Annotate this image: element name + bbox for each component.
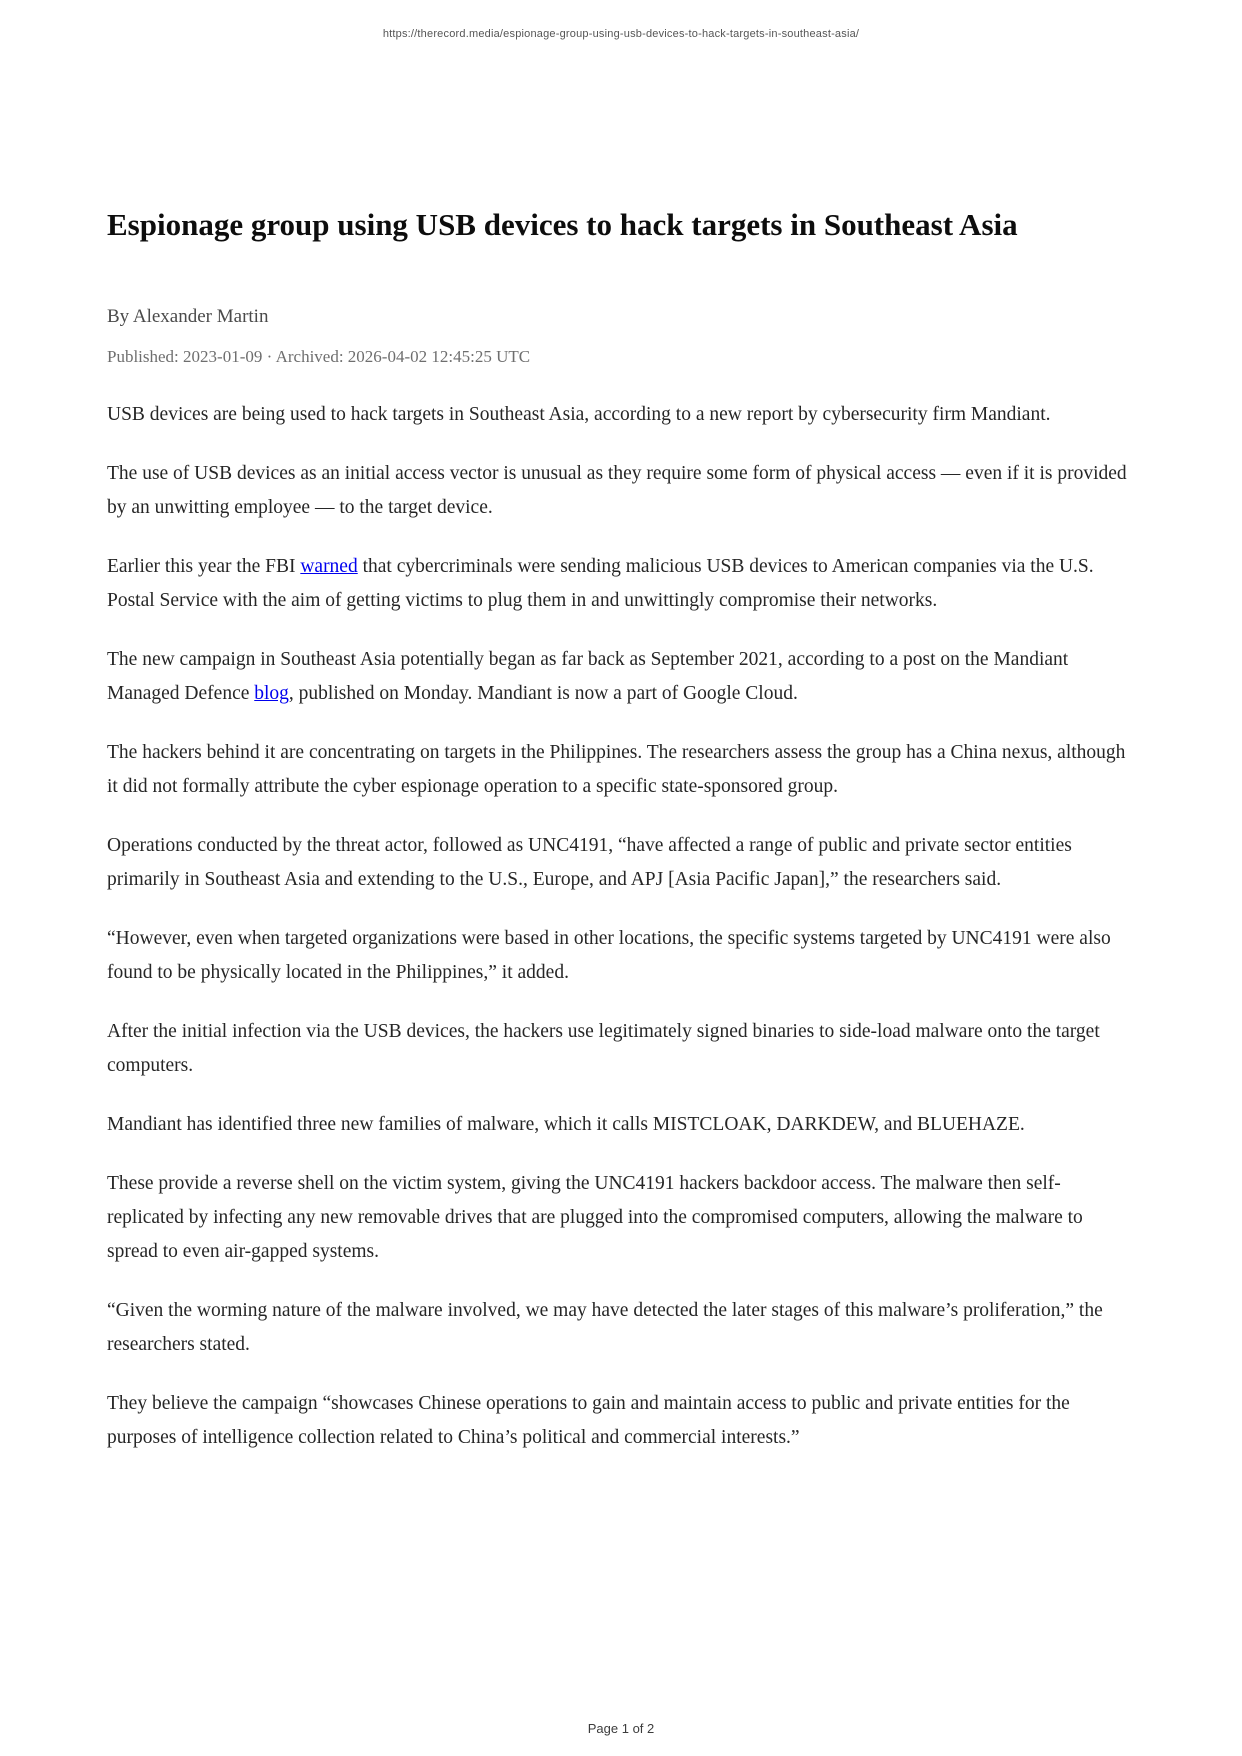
inline-link-warned[interactable]: warned [300, 556, 358, 577]
print-footer-page-number: Page 1 of 2 [587, 1721, 655, 1736]
paragraph-text: Operations conducted by the threat actor, followed as UNC4191, “have affected a range of public and private sector entities primarily in Southeast Asia and extending to the U.S., Europe, and APJ [Asia Pacific Japan],” the researchers said. [107, 835, 1072, 890]
article-paragraph [107, 1108, 1135, 1142]
article-paragraph [107, 457, 1135, 525]
article-title: Espionage group using USB devices to hack targets in Southeast Asia [107, 207, 1018, 242]
article-paragraph [107, 1015, 1135, 1083]
paragraph-text: , published on Monday. Mandiant is now a part of Google Cloud. [288, 683, 798, 704]
paragraph-text: Earlier this year the FBI [107, 556, 301, 577]
paragraph-text: They believe the campaign “showcases Chinese operations to gain and maintain access to public and private entities for the purposes of intelligence collection related to China’s political and commercial interests.” [107, 1393, 1070, 1448]
article-paragraph [107, 398, 1135, 432]
article-paragraph [107, 643, 1135, 711]
paragraph-text: The new campaign in Southeast Asia potentially began as far back as September 2021, according to a post on the Mandiant Managed Defence [107, 649, 1069, 704]
paragraph-text: The use of USB devices as an initial access vector is unusual as they require some form of physical access — even if it is provided by an unwitting employee — to the target device. [107, 463, 1127, 518]
paragraph-text: USB devices are being used to hack targets in Southeast Asia, according to a new report by cybersecurity firm Mandiant. [107, 404, 1051, 425]
paragraph-text: The hackers behind it are concentrating on targets in the Philippines. The researchers assess the group has a China nexus, although it did not formally attribute the cyber espionage operation to a specific state-sponsored group. [107, 742, 1126, 797]
print-header-url: https://therecord.media/espionage-group-using-usb-devices-to-hack-targets-in-southeast-asia/ [382, 28, 860, 40]
paragraph-text: These provide a reverse shell on the victim system, giving the UNC4191 hackers backdoor access. The malware then self-replicated by infecting any new removable drives that are plugged into the compromised computers, allowing the malware to spread to even air-gapped systems. [107, 1173, 1083, 1262]
paragraph-text: After the initial infection via the USB devices, the hackers use legitimately signed binaries to side-load malware onto the target computers. [107, 1021, 1100, 1076]
paragraph-text: that cybercriminals were sending malicious USB devices to American companies via the U.S. Postal Service with the aim of getting victims to plug them in and unwittingly compromise their networks. [107, 556, 1094, 611]
article-paragraph [107, 550, 1135, 618]
article-paragraph [107, 1387, 1135, 1455]
article-body [107, 398, 1135, 1455]
article-paragraph [107, 1294, 1135, 1362]
paragraph-text: “Given the worming nature of the malware involved, we may have detected the later stages of this malware’s proliferation,” the researchers stated. [107, 1300, 1103, 1355]
article-meta-published-archived: Published: 2023-01-09 · Archived: 2026-04-02 12:45:25 UTC [107, 346, 531, 366]
paragraph-text: “However, even when targeted organizations were based in other locations, the specific systems targeted by UNC4191 were also found to be physically located in the Philippines,” it added. [107, 928, 1111, 983]
inline-link-blog[interactable]: blog [254, 683, 289, 704]
article-paragraph [107, 922, 1135, 990]
article-paragraph [107, 736, 1135, 804]
article-byline: By Alexander Martin [107, 306, 269, 328]
article-paragraph [107, 829, 1135, 897]
paragraph-text: Mandiant has identified three new families of malware, which it calls MISTCLOAK, DARKDEW, and BLUEHAZE. [107, 1114, 1025, 1135]
article-paragraph [107, 1167, 1135, 1269]
